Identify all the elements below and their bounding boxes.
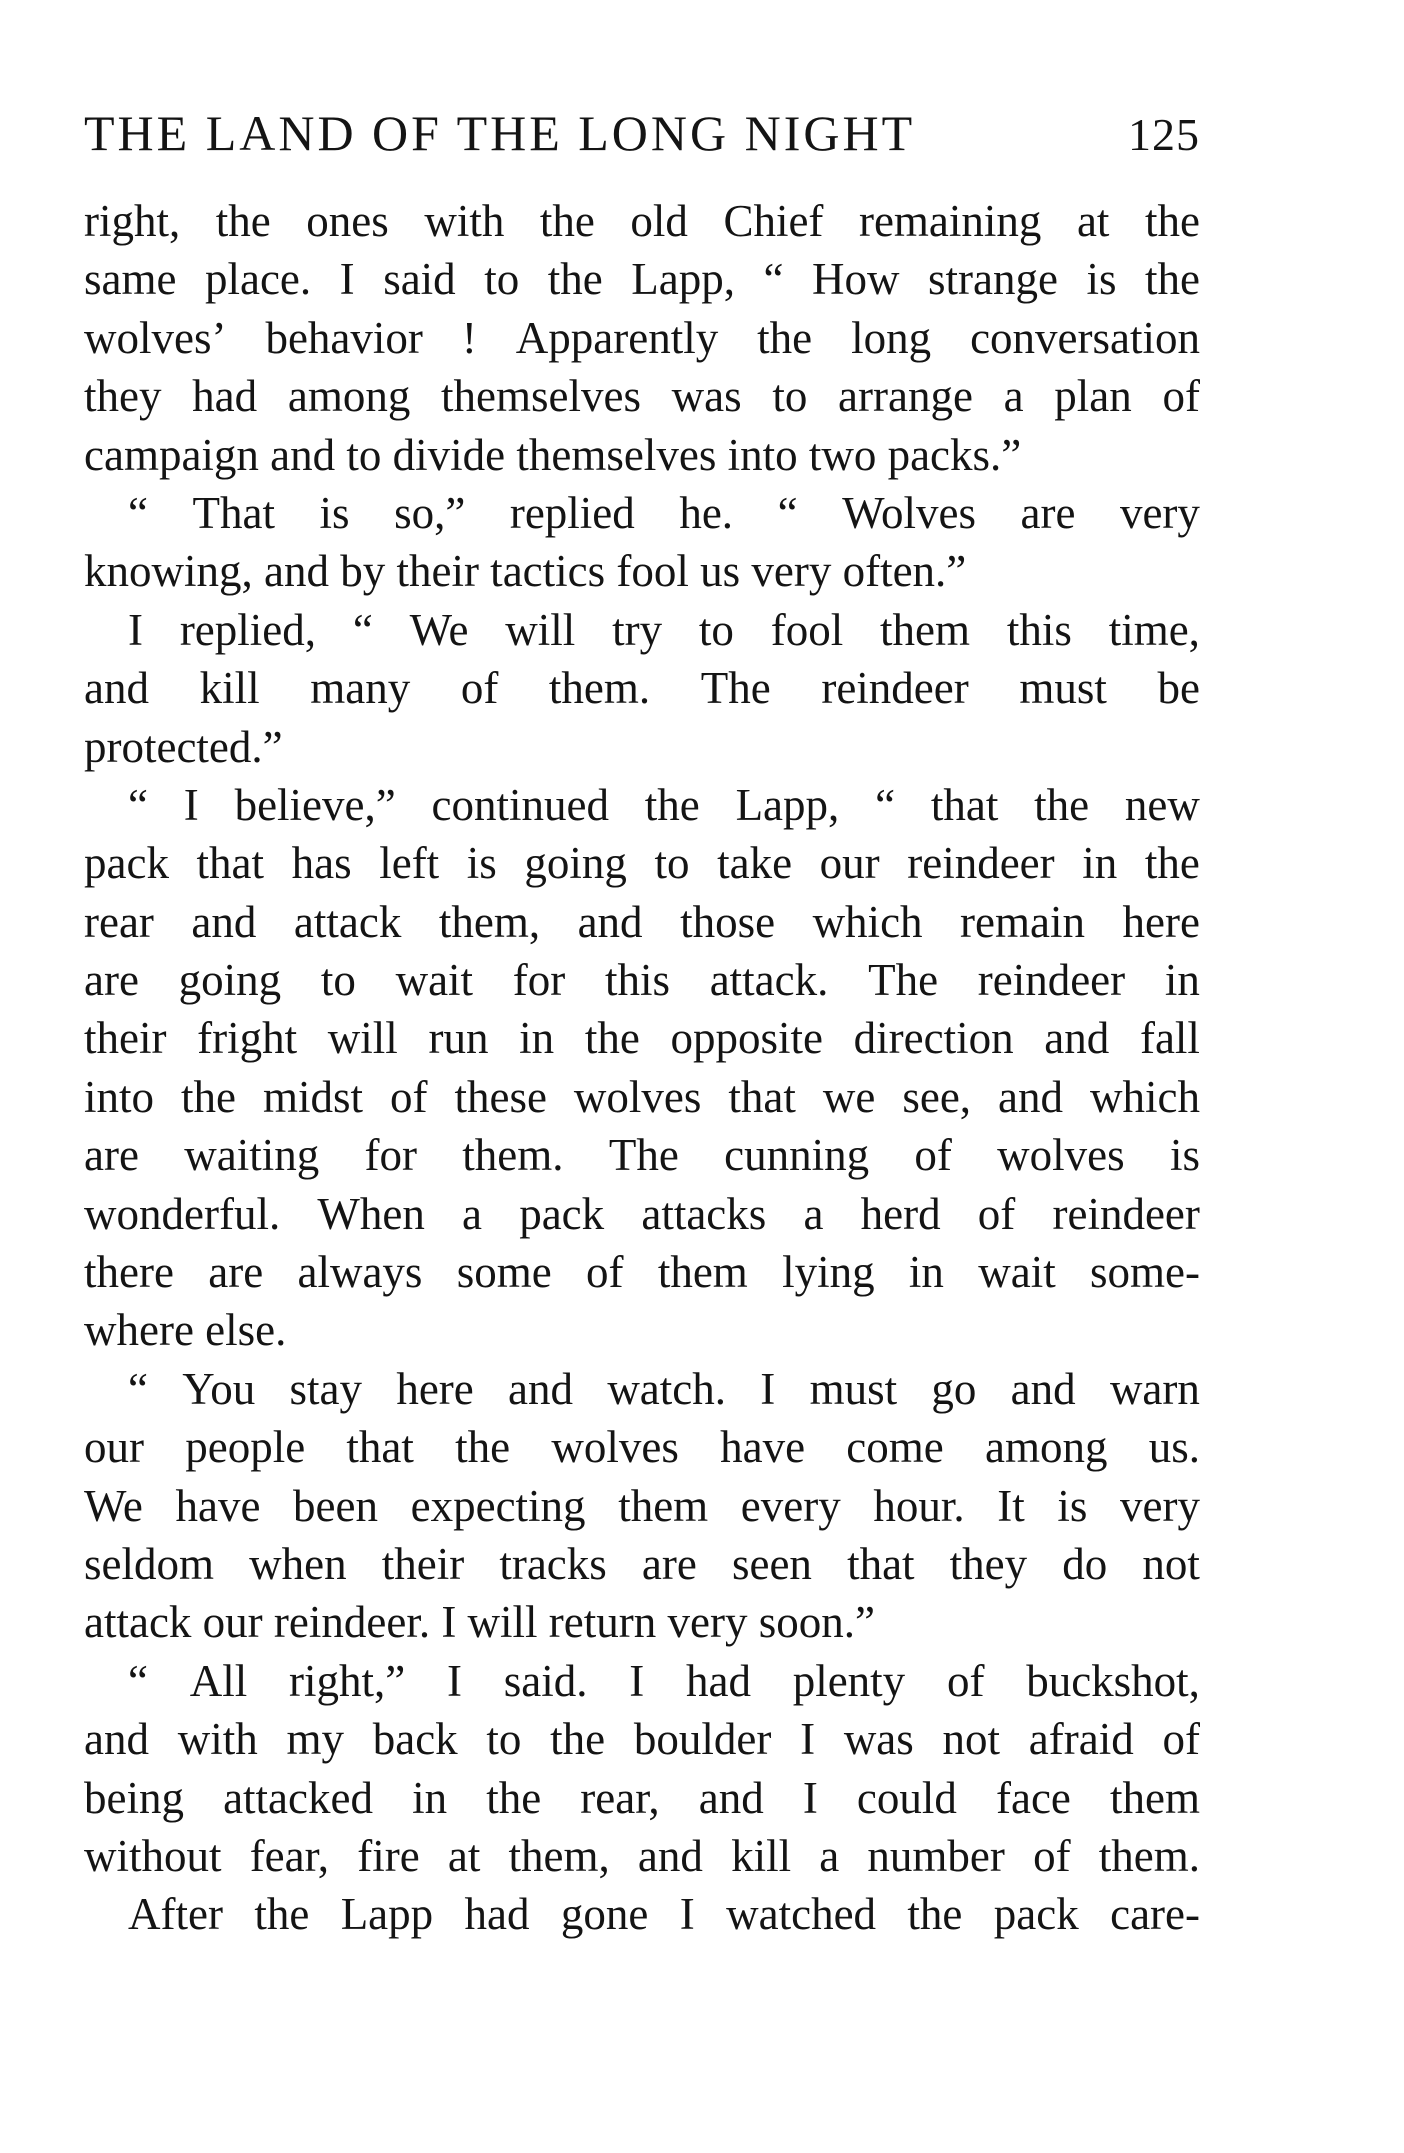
text-line: knowing, and by their tactics fool us very often.” bbox=[84, 546, 967, 597]
text-line: After the Lapp had gone I watched the pack care- bbox=[128, 1889, 1200, 1940]
text-line: are going to wait for this attack. The reindeer in bbox=[84, 955, 1200, 1006]
text-line: right, the ones with the old Chief remaining at the bbox=[84, 196, 1200, 246]
text-line: our people that the wolves have come among us. bbox=[84, 1422, 1200, 1473]
text-line: same place. I said to the Lapp, “ How strange is the bbox=[84, 254, 1200, 305]
running-title: THE LAND OF THE LONG NIGHT bbox=[84, 105, 916, 161]
text-line: attack our reindeer. I will return very soon.” bbox=[84, 1597, 875, 1648]
text-line: there are always some of them lying in wait some- bbox=[84, 1247, 1200, 1298]
text-line: they had among themselves was to arrange a plan of bbox=[84, 371, 1200, 422]
text-line: We have been expecting them every hour. It is very bbox=[84, 1480, 1200, 1531]
text-line: “ All right,” I said. I had plenty of buckshot, bbox=[128, 1655, 1200, 1706]
text-line: and with my back to the boulder I was not afraid of bbox=[84, 1714, 1200, 1765]
body-text bbox=[84, 192, 1200, 1944]
text-line: where else. bbox=[84, 1305, 287, 1356]
text-line: and kill many of them. The reindeer must be bbox=[84, 663, 1200, 714]
text-line: “ You stay here and watch. I must go and warn bbox=[128, 1363, 1200, 1414]
text-line: are waiting for them. The cunning of wolves is bbox=[84, 1130, 1200, 1181]
running-header bbox=[84, 104, 1200, 174]
text-line: their fright will run in the opposite direction and fall bbox=[84, 1013, 1200, 1064]
text-line: “ I believe,” continued the Lapp, “ that the new bbox=[128, 779, 1200, 830]
text-line: seldom when their tracks are seen that they do not bbox=[84, 1538, 1200, 1589]
text-line: without fear, fire at them, and kill a number of them. bbox=[84, 1830, 1200, 1881]
text-line: wolves’ behavior ! Apparently the long conversation bbox=[84, 312, 1200, 363]
text-line: being attacked in the rear, and I could face them bbox=[84, 1772, 1200, 1823]
text-line: campaign and to divide themselves into two packs.” bbox=[84, 429, 1022, 480]
text-line: pack that has left is going to take our reindeer in the bbox=[84, 838, 1200, 889]
text-line: I replied, “ We will try to fool them this time, bbox=[128, 604, 1200, 655]
text-line: “ That is so,” replied he. “ Wolves are very bbox=[128, 487, 1200, 538]
text-line: wonderful. When a pack attacks a herd of reindeer bbox=[84, 1188, 1200, 1239]
text-line: protected.” bbox=[84, 721, 283, 772]
text-line: into the midst of these wolves that we see, and which bbox=[84, 1071, 1200, 1122]
page-number: 125 bbox=[1128, 109, 1200, 160]
text-line: rear and attack them, and those which remain here bbox=[84, 896, 1200, 947]
